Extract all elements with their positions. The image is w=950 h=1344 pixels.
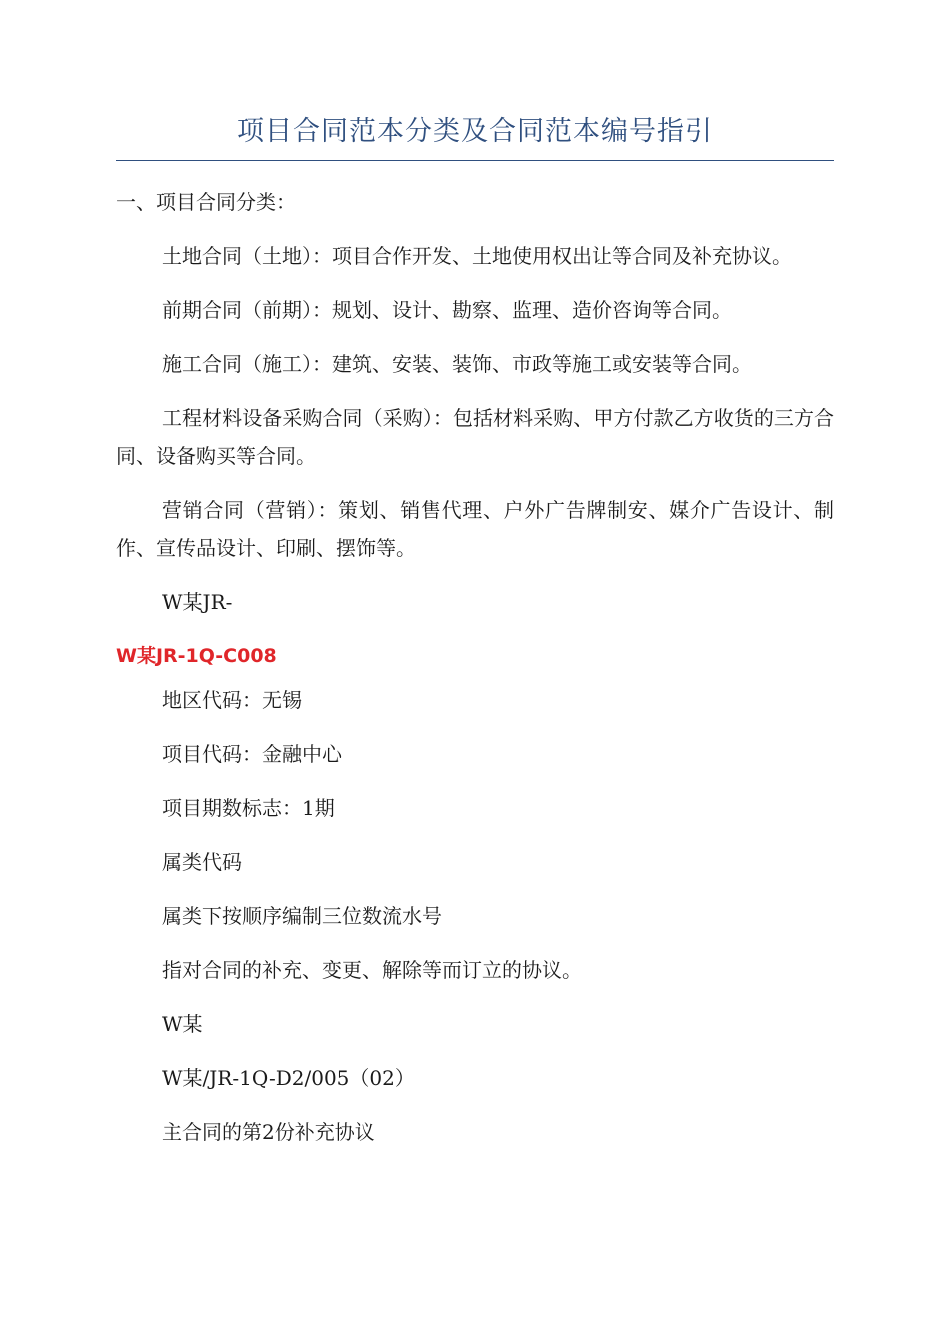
line-region-code: 地区代码：无锡: [162, 688, 302, 712]
line-serial-number: 属类下按顺序编制三位数流水号: [162, 904, 442, 928]
line-category-code: 属类代码: [162, 850, 242, 874]
paragraph-marketing-contract: 营销合同（营销）：策划、销售代理、户外广告牌制安、媒介广告设计、制作、宣传品设计、印刷、摆饰等。: [116, 498, 834, 560]
document-page: [116, 112, 834, 1147]
title-underline: [116, 160, 834, 161]
paragraph-procurement-contract: 工程材料设备采购合同（采购）：包括材料采购、甲方付款乙方收货的三方合同、设备购买等合同。: [116, 406, 834, 468]
line-supplement-note: 主合同的第2份补充协议: [162, 1120, 375, 1144]
line-w-prefix: W某: [162, 1012, 203, 1036]
paragraph-code-prefix: W某JR-: [162, 590, 233, 614]
line-supplement-code: W某/JR-1Q-D2/005（02）: [162, 1066, 415, 1090]
section-heading-classification: 一、项目合同分类：: [116, 190, 296, 214]
paragraph-preliminary-contract: 前期合同（前期）：规划、设计、勘察、监理、造价咨询等合同。: [162, 298, 732, 322]
line-phase-code: 项目期数标志：1期: [162, 796, 335, 820]
paragraph-land-contract: 土地合同（土地）：项目合作开发、土地使用权出让等合同及补充协议。: [162, 244, 792, 268]
document-title: 项目合同范本分类及合同范本编号指引: [237, 116, 713, 147]
line-supplementary-definition: 指对合同的补充、变更、解除等而订立的协议。: [162, 958, 582, 982]
code-example: W某JR-1Q-C008: [116, 645, 277, 667]
line-project-code: 项目代码：金融中心: [162, 742, 342, 766]
paragraph-construction-contract: 施工合同（施工）：建筑、安装、装饰、市政等施工或安装等合同。: [162, 352, 752, 376]
